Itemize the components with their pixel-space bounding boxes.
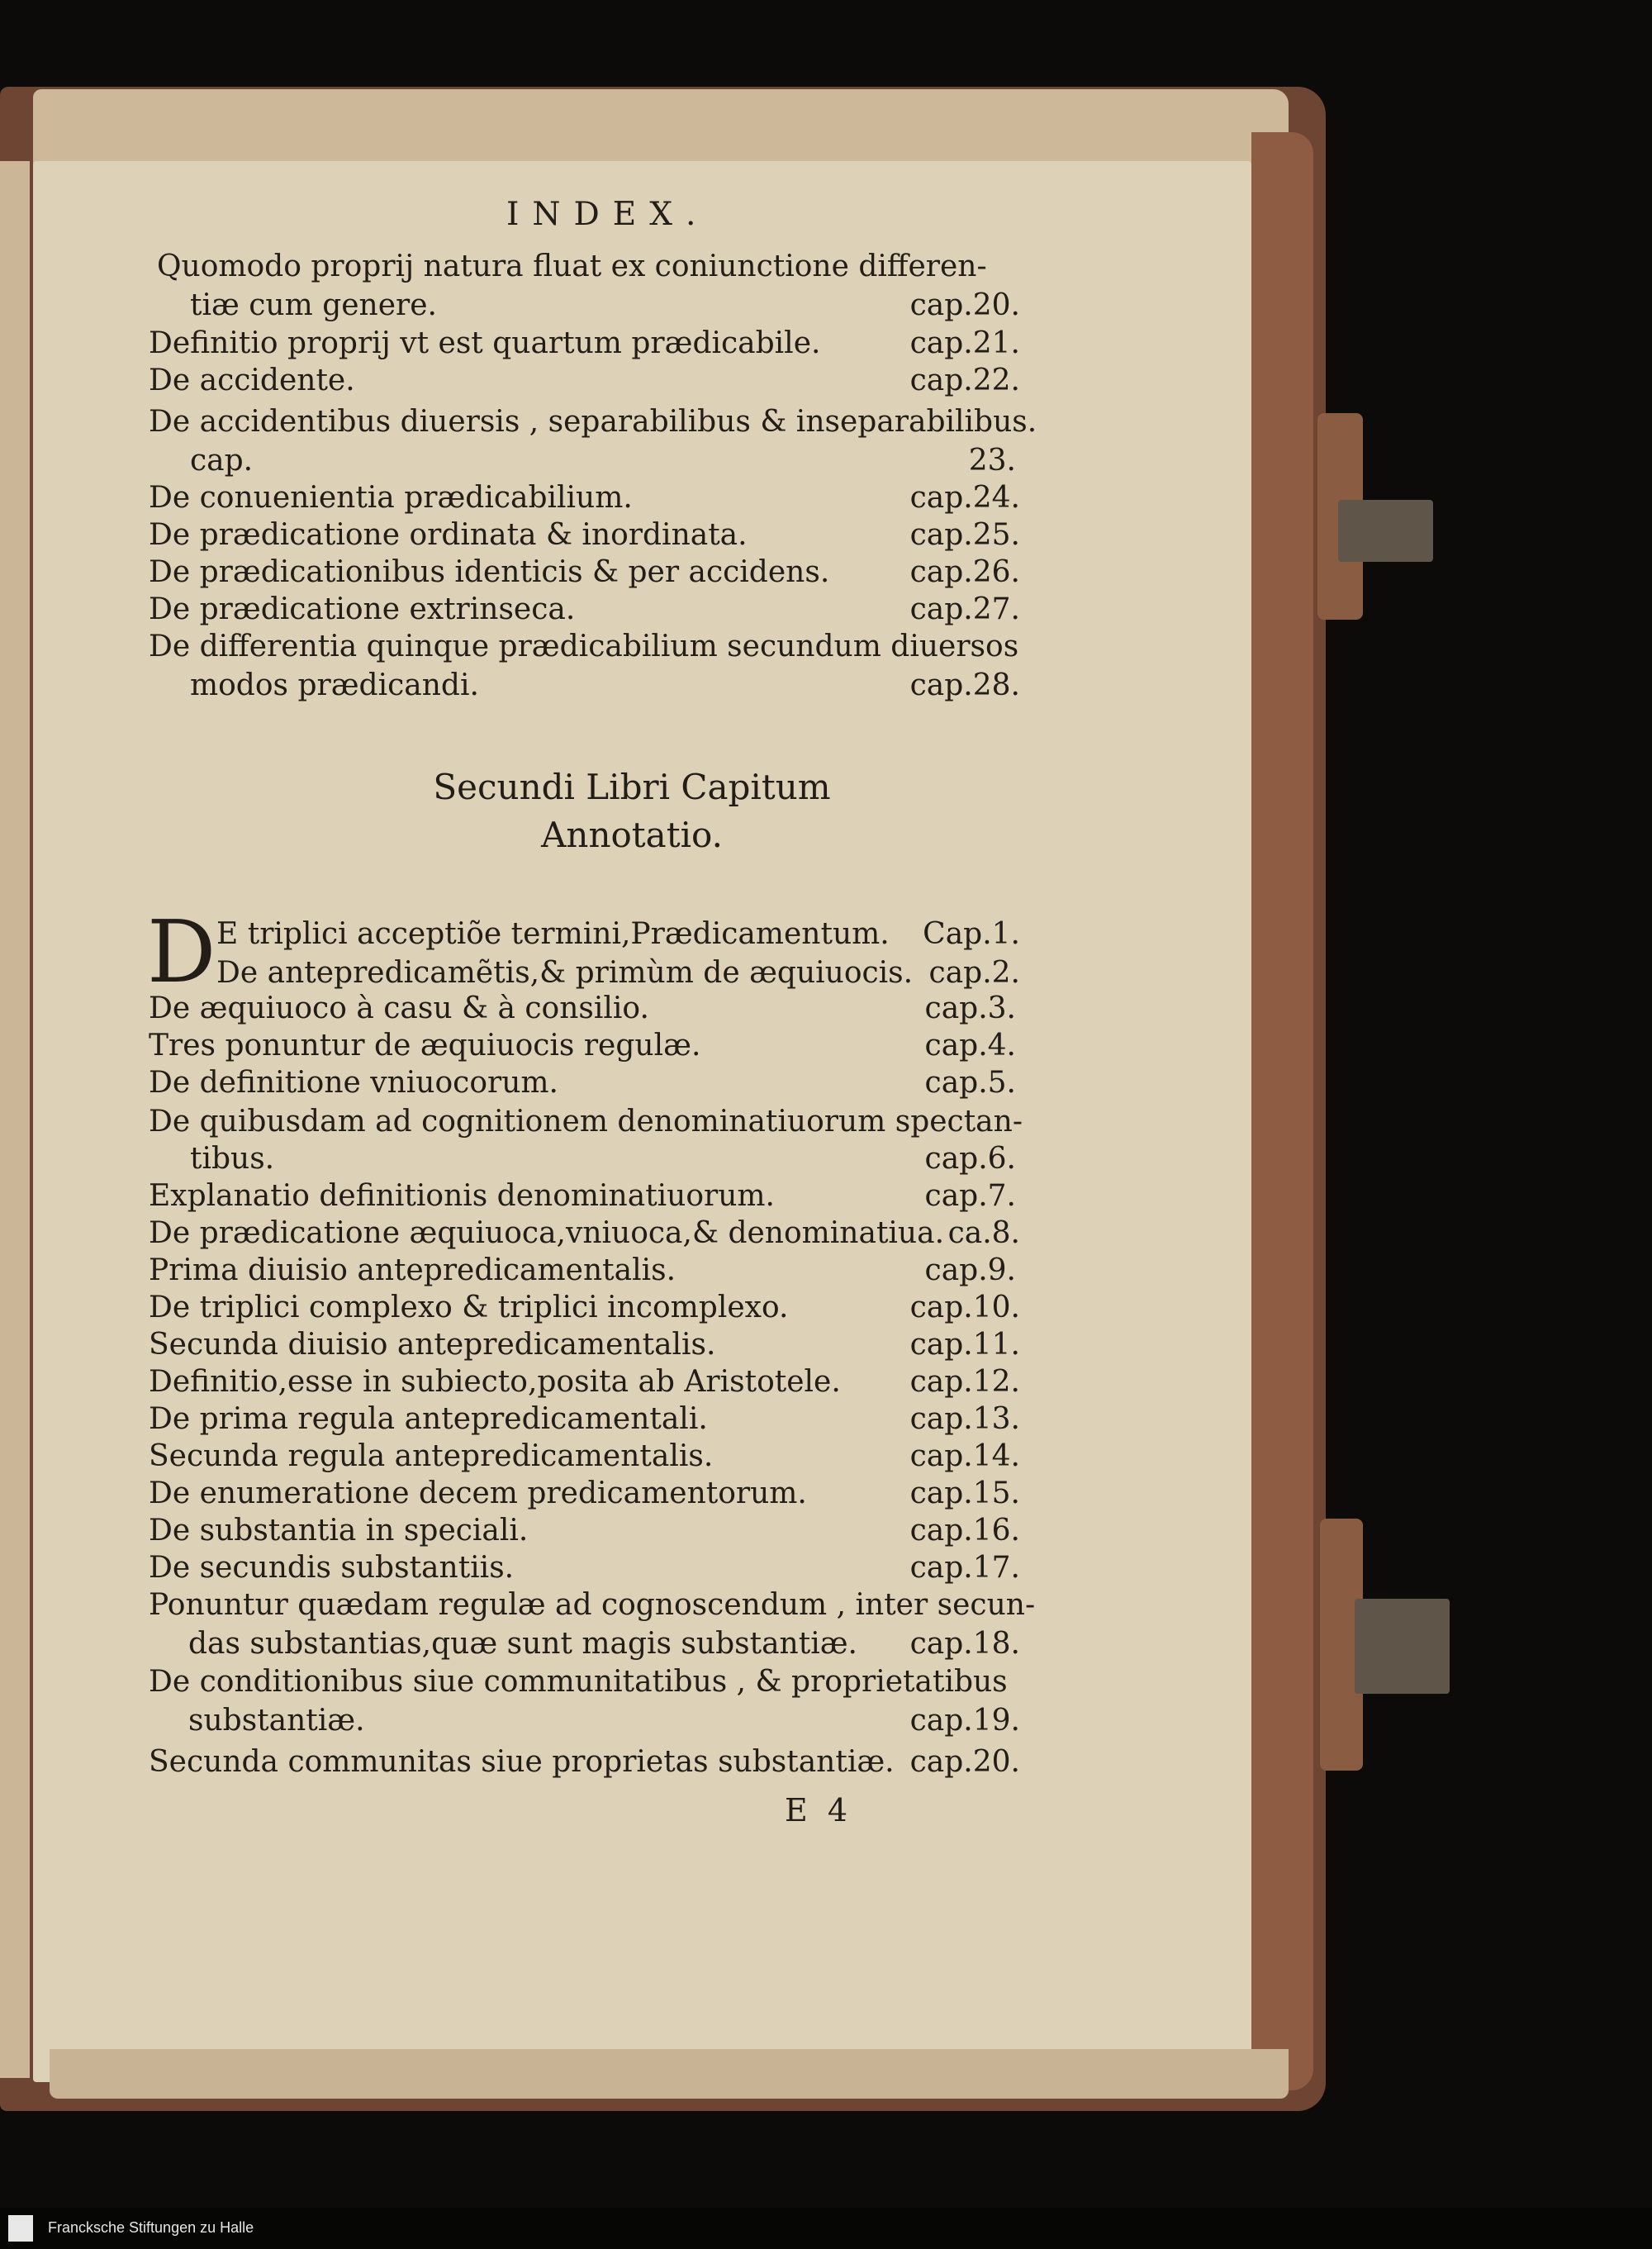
index-entry: De enumeratione decem predicamentorum. (149, 1476, 807, 1510)
page-heading: INDEX. (506, 196, 710, 233)
chapter-ref: cap.17. (909, 1551, 1020, 1585)
index-entry: De definitione vniuocorum. (149, 1066, 558, 1100)
index-entry: De prædicationibus identicis & per accidens. (149, 555, 830, 589)
index-entry: das substantias,quæ sunt magis substantiæ. (188, 1627, 857, 1661)
index-entry: De prima regula antepredicamentali. (149, 1402, 708, 1436)
index-entry: De prædicatione ordinata & inordinata. (149, 518, 748, 552)
index-entry: De accidente. (149, 364, 355, 397)
index-entry: Quomodo proprij natura fluat ex coniunctione differen- (157, 250, 987, 283)
chapter-ref: Cap.1. (923, 917, 1020, 951)
index-entry: tibus. (190, 1142, 275, 1176)
index-entry: De conuenientia prædicabilium. (149, 481, 633, 515)
index-entry: Prima diuisio antepredicamentalis. (149, 1253, 676, 1287)
chapter-ref: cap.2. (928, 956, 1020, 990)
index-entry: De prædicatione æquiuoca,vniuoca,& denominatiua. (149, 1216, 945, 1250)
institution-logo-icon (8, 2215, 33, 2242)
index-entry: Secunda regula antepredicamentalis. (149, 1439, 714, 1473)
chapter-ref: cap.15. (909, 1476, 1020, 1510)
chapter-ref: cap.18. (909, 1627, 1020, 1661)
chapter-ref: cap.12. (909, 1365, 1020, 1399)
signature-mark: E 4 (785, 1792, 848, 1828)
chapter-ref: cap.3. (924, 991, 1016, 1025)
chapter-ref: cap.9. (924, 1253, 1016, 1287)
index-entry: De quibusdam ad cognitionem denominatiuorum spectan- (149, 1105, 1023, 1139)
chapter-ref: cap.20. (909, 1745, 1020, 1779)
chapter-ref: cap.19. (909, 1704, 1020, 1738)
chapter-ref: cap.14. (909, 1439, 1020, 1473)
index-entry: De substantia in speciali. (149, 1514, 529, 1548)
index-entry: Ponuntur quædam regulæ ad cognoscendum , inter secun- (149, 1588, 1036, 1622)
initial-letter: D (147, 901, 216, 1002)
footer-bar (0, 2208, 1652, 2249)
index-entry: Explanatio definitionis denominatiuorum. (149, 1179, 776, 1213)
chapter-ref: cap.7. (924, 1179, 1016, 1213)
chapter-ref: cap.13. (909, 1402, 1020, 1436)
index-entry: De triplici complexo & triplici incomplexo. (149, 1291, 789, 1324)
index-entry: cap. (190, 444, 254, 478)
chapter-ref: cap.20. (909, 288, 1020, 322)
index-entry: De æquiuoco à casu & à consilio. (149, 991, 649, 1025)
chapter-ref: cap.16. (909, 1514, 1020, 1548)
chapter-ref: cap.11. (909, 1328, 1020, 1362)
index-entry: modos prædicandi. (190, 668, 479, 702)
chapter-ref: cap.5. (924, 1066, 1016, 1100)
index-entry: Secunda communitas siue proprietas substantiæ. (149, 1745, 895, 1779)
section-title-line2: Annotatio. (541, 815, 723, 855)
index-entry: Definitio proprij vt est quartum prædicabile. (149, 326, 821, 360)
chapter-ref: cap.25. (909, 518, 1020, 552)
chapter-ref: cap.10. (909, 1291, 1020, 1324)
index-entry: De secundis substantiis. (149, 1551, 515, 1585)
index-entry: De accidentibus diuersis , separabilibus & inseparabilibus. (149, 405, 1037, 439)
index-entry: Secunda diuisio antepredicamentalis. (149, 1328, 716, 1362)
chapter-ref: cap.4. (924, 1029, 1016, 1063)
chapter-ref: ca.8. (947, 1216, 1020, 1250)
chapter-ref: 23. (968, 444, 1016, 478)
index-entry: Tres ponuntur de æquiuocis regulæ. (149, 1029, 701, 1063)
chapter-ref: cap.26. (909, 555, 1020, 589)
chapter-ref: cap.22. (909, 364, 1020, 397)
section-title-line1: Secundi Libri Capitum (433, 767, 831, 807)
index-entry: De antepredicamẽtis,& primùm de æquiuocis. (216, 956, 914, 990)
chapter-ref: cap.27. (909, 592, 1020, 626)
chapter-ref: cap.6. (924, 1142, 1016, 1176)
index-entry: De differentia quinque prædicabilium secundum diuersos (149, 630, 1019, 663)
index-entry: De prædicatione extrinseca. (149, 592, 576, 626)
index-entry: tiæ cum genere. (190, 288, 437, 322)
chapter-ref: cap.21. (909, 326, 1020, 360)
index-entry: Definitio,esse in subiecto,posita ab Aristotele. (149, 1365, 841, 1399)
index-entry: De conditionibus siue communitatibus , & proprietatibus (149, 1665, 1008, 1699)
chapter-ref: cap.28. (909, 668, 1020, 702)
footer-credit: Francksche Stiftungen zu Halle (48, 2219, 254, 2236)
index-entry: E triplici acceptiõe termini,Prædicamentum. (216, 917, 890, 951)
chapter-ref: cap.24. (909, 481, 1020, 515)
index-entry: substantiæ. (188, 1704, 365, 1738)
